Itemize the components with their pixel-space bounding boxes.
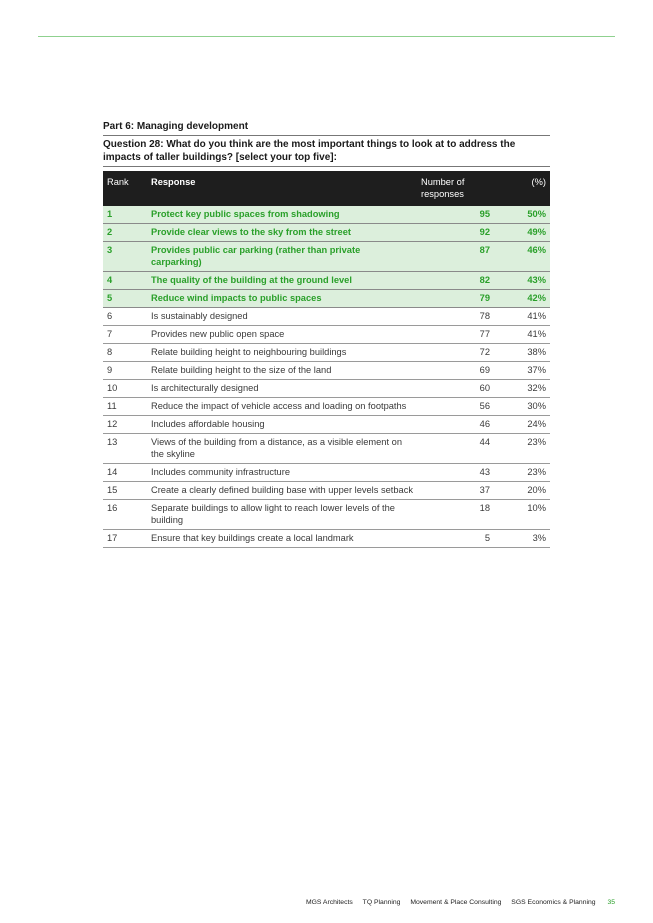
number-cell: 69 bbox=[417, 362, 494, 380]
footer-credit: TQ Planning bbox=[362, 899, 401, 906]
response-cell: Views of the building from a distance, as a visible element on the skyline bbox=[147, 434, 417, 464]
rank-cell: 6 bbox=[103, 308, 147, 326]
pct-cell: 41% bbox=[494, 308, 550, 326]
number-cell: 56 bbox=[417, 398, 494, 416]
pct-cell: 32% bbox=[494, 380, 550, 398]
question-text: Question 28: What do you think are the most important things to look at to address the impacts of taller buildings? [select your top five]: bbox=[103, 139, 550, 167]
table-row bbox=[103, 380, 550, 398]
pct-cell: 3% bbox=[494, 530, 550, 548]
page-number: 35 bbox=[607, 899, 615, 906]
rank-cell: 10 bbox=[103, 380, 147, 398]
response-cell: Provides public car parking (rather than private carparking) bbox=[147, 242, 417, 272]
table-row bbox=[103, 398, 550, 416]
rank-cell: 16 bbox=[103, 500, 147, 530]
number-cell: 95 bbox=[417, 206, 494, 224]
response-cell: Protect key public spaces from shadowing bbox=[147, 206, 417, 224]
pct-cell: 23% bbox=[494, 434, 550, 464]
number-cell: 79 bbox=[417, 290, 494, 308]
footer-credit: MGS Architects bbox=[305, 899, 353, 906]
table-row bbox=[103, 500, 550, 530]
table-row bbox=[103, 326, 550, 344]
response-cell: Separate buildings to allow light to reach lower levels of the building bbox=[147, 500, 417, 530]
table-row bbox=[103, 206, 550, 224]
rank-cell: 8 bbox=[103, 344, 147, 362]
table-body bbox=[103, 206, 550, 548]
response-cell: Provides new public open space bbox=[147, 326, 417, 344]
number-cell: 5 bbox=[417, 530, 494, 548]
response-cell: Reduce the impact of vehicle access and loading on footpaths bbox=[147, 398, 417, 416]
response-cell: Ensure that key buildings create a local landmark bbox=[147, 530, 417, 548]
pct-cell: 43% bbox=[494, 272, 550, 290]
table-header bbox=[103, 171, 550, 206]
rank-header: Rank bbox=[107, 177, 129, 187]
number-cell: 82 bbox=[417, 272, 494, 290]
main-content bbox=[103, 121, 550, 548]
section-title: Part 6: Managing development bbox=[103, 121, 550, 136]
table-row bbox=[103, 482, 550, 500]
number-cell: 60 bbox=[417, 380, 494, 398]
rank-cell: 12 bbox=[103, 416, 147, 434]
table-row bbox=[103, 242, 550, 272]
pct-cell: 30% bbox=[494, 398, 550, 416]
response-cell: Includes affordable housing bbox=[147, 416, 417, 434]
pct-cell: 38% bbox=[494, 344, 550, 362]
pct-cell: 46% bbox=[494, 242, 550, 272]
response-cell: The quality of the building at the ground level bbox=[147, 272, 417, 290]
pct-cell: 49% bbox=[494, 224, 550, 242]
pct-cell: 24% bbox=[494, 416, 550, 434]
rank-cell: 5 bbox=[103, 290, 147, 308]
footer-credit: Movement & Place Consulting bbox=[410, 899, 502, 906]
response-cell: Relate building height to neighbouring buildings bbox=[147, 344, 417, 362]
pct-cell: 50% bbox=[494, 206, 550, 224]
response-header: Response bbox=[151, 177, 196, 187]
response-cell: Relate building height to the size of the land bbox=[147, 362, 417, 380]
number-cell: 72 bbox=[417, 344, 494, 362]
number-cell: 78 bbox=[417, 308, 494, 326]
pct-cell: 10% bbox=[494, 500, 550, 530]
table-row bbox=[103, 464, 550, 482]
number-cell: 43 bbox=[417, 464, 494, 482]
response-cell: Create a clearly defined building base with upper levels setback bbox=[147, 482, 417, 500]
pct-header: (%) bbox=[531, 177, 546, 187]
rank-cell: 14 bbox=[103, 464, 147, 482]
table-row bbox=[103, 362, 550, 380]
response-cell: Is architecturally designed bbox=[147, 380, 417, 398]
number-cell: 37 bbox=[417, 482, 494, 500]
response-cell: Reduce wind impacts to public spaces bbox=[147, 290, 417, 308]
table-row bbox=[103, 272, 550, 290]
rank-cell: 9 bbox=[103, 362, 147, 380]
table-row bbox=[103, 416, 550, 434]
page-footer bbox=[298, 899, 615, 906]
response-cell: Provide clear views to the sky from the street bbox=[147, 224, 417, 242]
rank-cell: 11 bbox=[103, 398, 147, 416]
table-row bbox=[103, 344, 550, 362]
results-table bbox=[103, 171, 550, 548]
table-row bbox=[103, 290, 550, 308]
response-cell: Includes community infrastructure bbox=[147, 464, 417, 482]
rank-cell: 13 bbox=[103, 434, 147, 464]
number-cell: 92 bbox=[417, 224, 494, 242]
number-cell: 87 bbox=[417, 242, 494, 272]
pct-cell: 42% bbox=[494, 290, 550, 308]
rank-cell: 1 bbox=[103, 206, 147, 224]
response-cell: Is sustainably designed bbox=[147, 308, 417, 326]
rank-cell: 17 bbox=[103, 530, 147, 548]
table-row bbox=[103, 308, 550, 326]
footer-credit: SGS Economics & Planning bbox=[511, 899, 596, 906]
table-row bbox=[103, 224, 550, 242]
rank-cell: 4 bbox=[103, 272, 147, 290]
number-cell: 18 bbox=[417, 500, 494, 530]
top-divider bbox=[38, 36, 615, 37]
pct-cell: 20% bbox=[494, 482, 550, 500]
rank-cell: 3 bbox=[103, 242, 147, 272]
number-header: Number of responses bbox=[421, 177, 465, 199]
pct-cell: 37% bbox=[494, 362, 550, 380]
table-row bbox=[103, 434, 550, 464]
number-cell: 46 bbox=[417, 416, 494, 434]
rank-cell: 2 bbox=[103, 224, 147, 242]
number-cell: 44 bbox=[417, 434, 494, 464]
rank-cell: 15 bbox=[103, 482, 147, 500]
pct-cell: 41% bbox=[494, 326, 550, 344]
rank-cell: 7 bbox=[103, 326, 147, 344]
pct-cell: 23% bbox=[494, 464, 550, 482]
number-cell: 77 bbox=[417, 326, 494, 344]
table-row bbox=[103, 530, 550, 548]
